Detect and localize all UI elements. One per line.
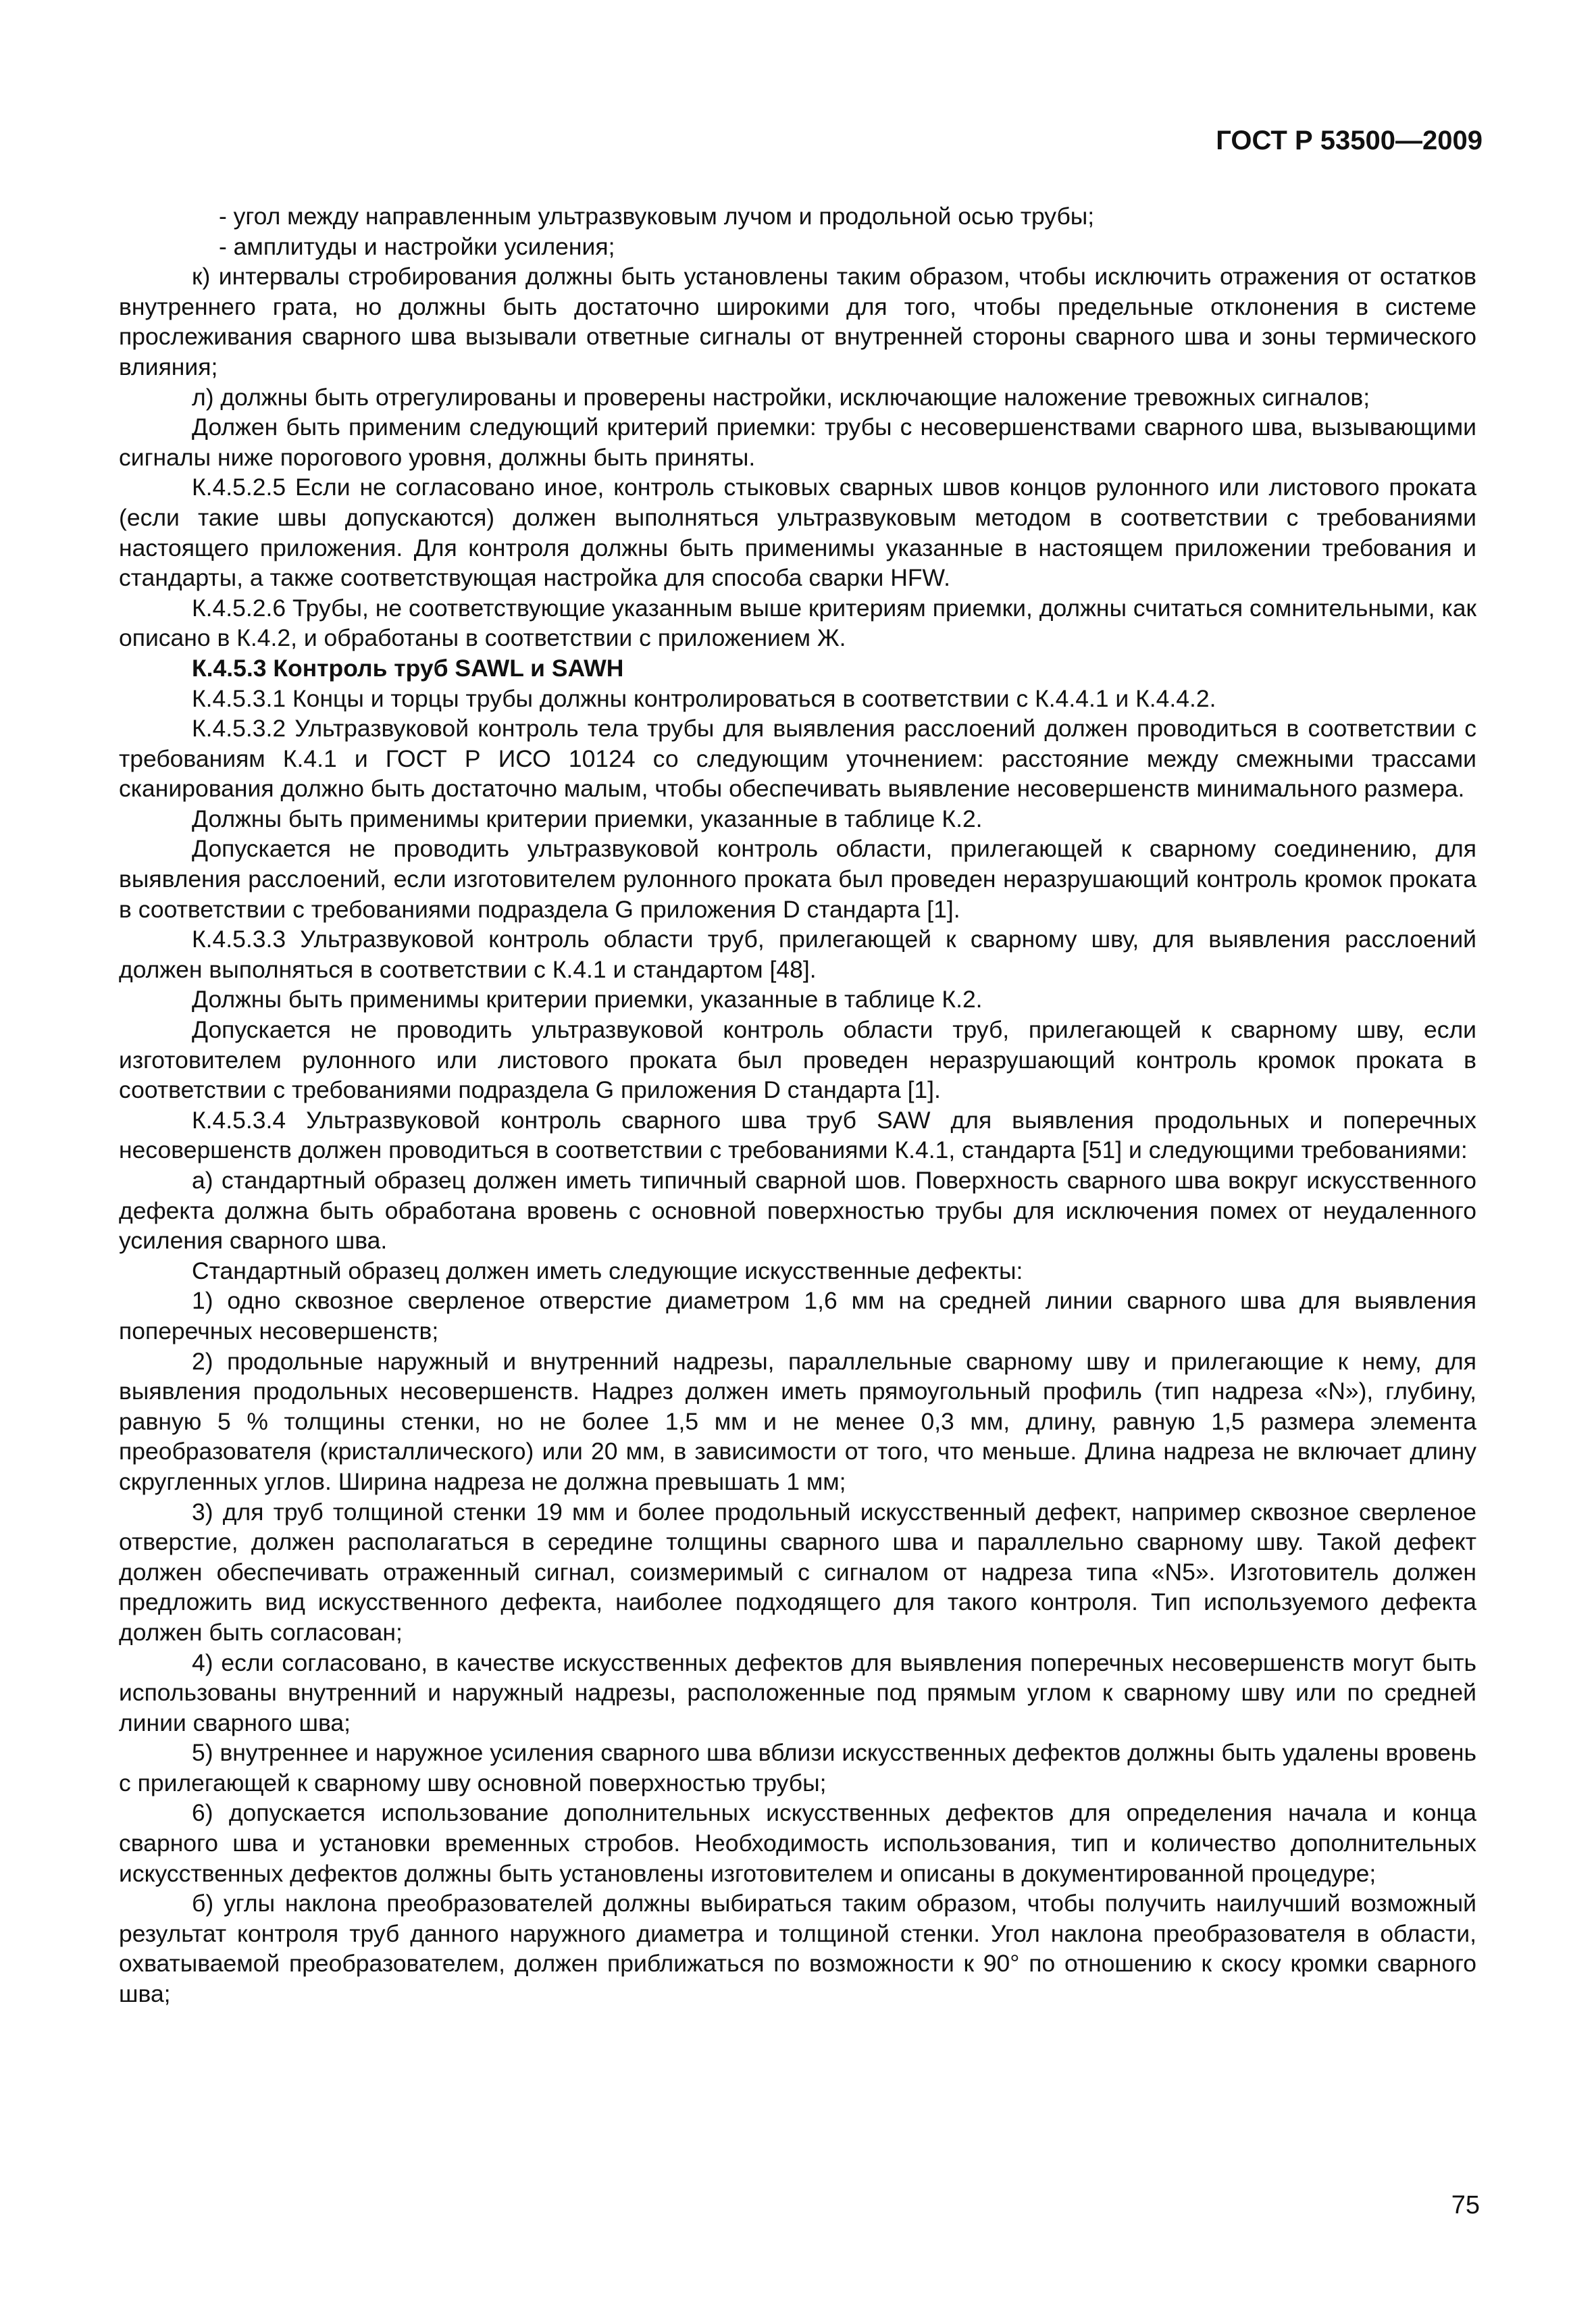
paragraph: Должны быть применимы критерии приемки, указанные в таблице К.2. (192, 986, 983, 1013)
paragraph: К.4.5.3.4 Ультразвуковой контроль сварного шва труб SAW для выявления продольных и поперечных несовершенств должен проводиться в соответствии с требованиями К.4.1, стандарта [51] и следующими требованиями: (119, 1106, 1476, 1164)
paragraph: Стандартный образец должен иметь следующие искусственные дефекты: (192, 1257, 1023, 1284)
paragraph: 2) продольные наружный и внутренний надрезы, параллельные сварному шву и прилегающие к нему, для выявления продольных несовершенств. Надрез должен иметь прямоугольный профиль (тип надреза «N»), глубину, равную 5 % толщины стенки, но не более 1,5 мм и не менее 0,3 мм, длину, равную 1,5 размера элемента преобразователя (кристаллического) или 20 мм, в зависимости от того, что меньше. Длина надреза не включает длину скругленных углов. Ширина надреза не должна превышать 1 мм; (119, 1347, 1476, 1495)
paragraph: К.4.5.2.6 Трубы, не соответствующие указанным выше критериям приемки, должны считаться сомнительными, как описано в К.4.2, и обработаны в соответствии с приложением Ж. (119, 594, 1476, 652)
list-item: - угол между направленным ультразвуковым лучом и продольной осью трубы; (219, 203, 1095, 230)
paragraph: К.4.5.2.5 Если не согласовано иное, контроль стыковых сварных швов концов рулонного или листового проката (если такие швы допускаются) должен выполняться ультразвуковым методом в соответствии с требованиями настоящего приложения. Для контроля должны быть применимы указанные в настоящем приложении требования и стандарты, а также соответствующая настройка для способа сварки HFW. (119, 474, 1476, 592)
paragraph: Допускается не проводить ультразвуковой контроль области, прилегающей к сварному соединению, для выявления расслоений, если изготовителем рулонного проката был проведен неразрушающий контроль кромок проката в соответствии с требованиями подраздела G приложения D стандарта [1]. (119, 835, 1476, 923)
list-item: - амплитуды и настройки усиления; (219, 232, 615, 260)
paragraph: а) стандартный образец должен иметь типичный сварной шов. Поверхность сварного шва вокруг искусственного дефекта должна быть обработана вровень с основной поверхностью трубы для исключения помех от неудаленного усиления сварного шва. (119, 1167, 1476, 1255)
paragraph: 4) если согласовано, в качестве искусственных дефектов для выявления поперечных несовершенств могут быть использованы внутренний и наружный надрезы, расположенные под прямым углом к сварному шву или по средней линии сварного шва; (119, 1649, 1476, 1736)
document-body (119, 201, 1476, 2009)
paragraph: Должен быть применим следующий критерий приемки: трубы с несовершенствами сварного шва, вызывающими сигналы ниже порогового уровня, должны быть приняты. (119, 413, 1476, 471)
paragraph: К.4.5.3.3 Ультразвуковой контроль области труб, прилегающей к сварному шву, для выявления расслоений должен выполняться в соответствии с К.4.1 и стандартом [48]. (119, 926, 1476, 983)
paragraph: 5) внутреннее и наружное усиления сварного шва вблизи искусственных дефектов должны быть удалены вровень с прилегающей к сварному шву основной поверхностью трубы; (119, 1739, 1476, 1796)
paragraph: К.4.5.3.1 Концы и торцы трубы должны контролироваться в соответствии с К.4.4.1 и К.4.4.2. (192, 684, 1216, 712)
paragraph: 1) одно сквозное сверленое отверстие диаметром 1,6 мм на средней линии сварного шва для выявления поперечных несовершенств; (119, 1287, 1476, 1344)
paragraph: к) интервалы стробирования должны быть установлены таким образом, чтобы исключить отражения от остатков внутреннего грата, но должны быть достаточно широкими для того, чтобы предельные отклонения в системе прослеживания сварного шва вызывали ответные сигналы от внутренней стороны сварного шва и зоны термического влияния; (119, 263, 1476, 380)
document-header: ГОСТ Р 53500—2009 (1216, 126, 1483, 155)
paragraph: Должны быть применимы критерии приемки, указанные в таблице К.2. (192, 805, 983, 832)
paragraph: К.4.5.3.2 Ультразвуковой контроль тела трубы для выявления расслоений должен проводиться в соответствии с требованиям К.4.1 и ГОСТ Р ИСО 10124 со следующим уточнением: расстояние между смежными трассами сканирования должно быть достаточно малым, чтобы обеспечивать выявление несовершенств минимального размера. (119, 715, 1476, 803)
paragraph: л) должны быть отрегулированы и проверены настройки, исключающие наложение тревожных сигналов; (192, 383, 1370, 411)
paragraph: б) углы наклона преобразователей должны выбираться таким образом, чтобы получить наилучший возможный результат контроля труб данного наружного диаметра и толщиной стенки. Угол наклона преобразователя в области, охватываемой преобразователем, должен приближаться по возможности к 90° по отношению к скосу кромки сварного шва; (119, 1890, 1476, 2008)
paragraph: 6) допускается использование дополнительных искусственных дефектов для определения начала и конца сварного шва и установки временных стробов. Необходимость использования, тип и количество дополнительных искусственных дефектов должны быть установлены изготовителем и описаны в документированной процедуре; (119, 1799, 1476, 1887)
paragraph: 3) для труб толщиной стенки 19 мм и более продольный искусственный дефект, например сквозное сверленое отверстие, должен располагаться в середине толщины сварного шва и параллельно сварному шву. Такой дефект должен обеспечивать отраженный сигнал, соизмеримый с сигналом от надреза типа «N5». Изготовитель должен предложить вид искусственного дефекта, наиболее подходящего для такого контроля. Тип используемого дефекта должен быть согласован; (119, 1498, 1476, 1646)
page-number: 75 (1451, 2191, 1480, 2219)
paragraph: Допускается не проводить ультразвуковой контроль области труб, прилегающей к сварному шву, если изготовителем рулонного или листового проката был проведен неразрушающий контроль кромок проката в соответствии с требованиями подраздела G приложения D стандарта [1]. (119, 1016, 1476, 1104)
section-heading: К.4.5.3 Контроль труб SAWL и SAWH (192, 654, 624, 682)
